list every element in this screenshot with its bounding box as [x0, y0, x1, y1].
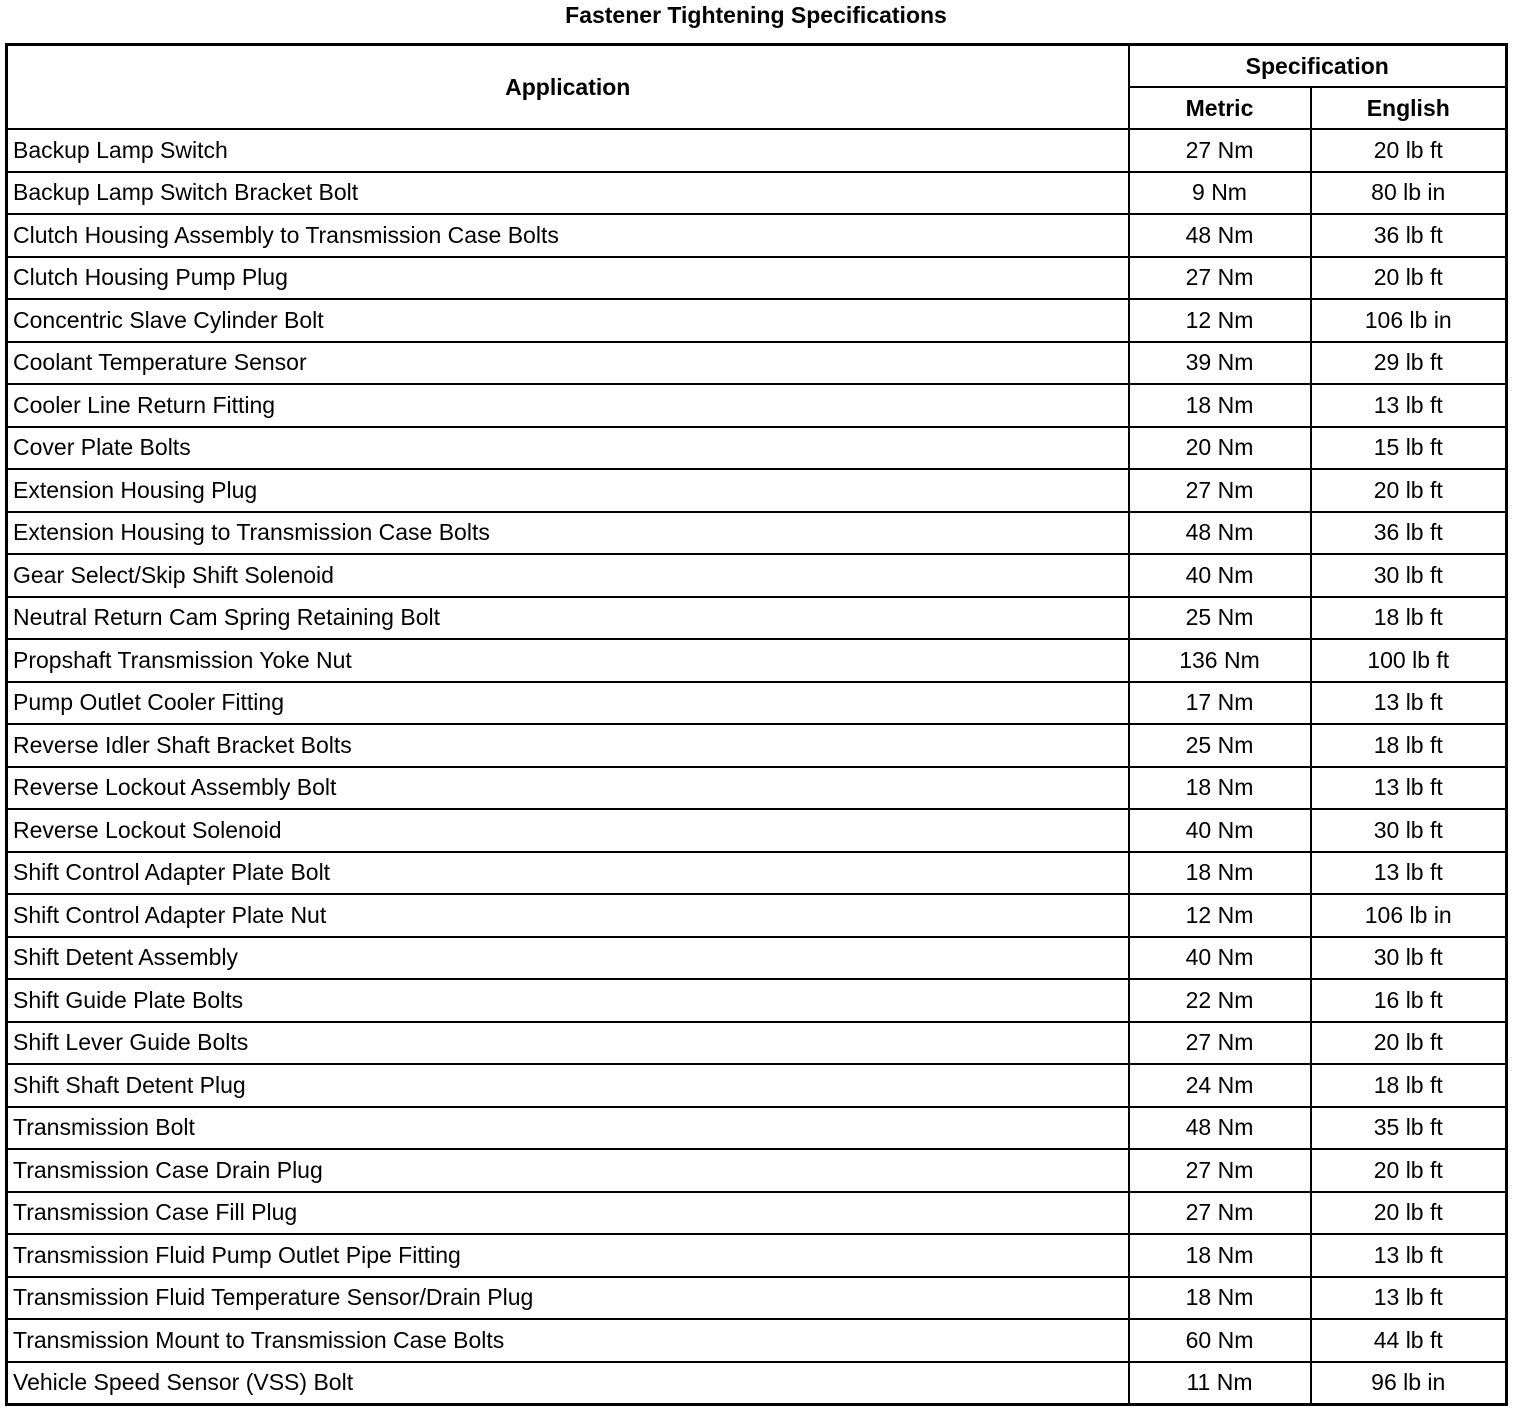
application-cell: Shift Lever Guide Bolts: [7, 1022, 1129, 1065]
metric-cell: 24 Nm: [1129, 1064, 1311, 1107]
table-row: [7, 767, 1507, 810]
page-title: Fastener Tightening Specifications: [565, 2, 947, 28]
metric-cell: 40 Nm: [1129, 937, 1311, 980]
english-cell: 106 lb in: [1311, 894, 1507, 937]
application-cell: Shift Detent Assembly: [7, 937, 1129, 980]
application-cell: Extension Housing to Transmission Case Bolts: [7, 512, 1129, 555]
english-cell: 18 lb ft: [1311, 1064, 1507, 1107]
application-cell: Transmission Case Drain Plug: [7, 1149, 1129, 1192]
column-header-specification: Specification: [1129, 45, 1507, 88]
metric-cell: 12 Nm: [1129, 299, 1311, 342]
metric-cell: 136 Nm: [1129, 639, 1311, 682]
metric-cell: 18 Nm: [1129, 384, 1311, 427]
table-row: [7, 257, 1507, 300]
english-cell: 13 lb ft: [1311, 682, 1507, 725]
application-cell: Propshaft Transmission Yoke Nut: [7, 639, 1129, 682]
english-cell: 30 lb ft: [1311, 554, 1507, 597]
application-cell: Cooler Line Return Fitting: [7, 384, 1129, 427]
english-cell: 18 lb ft: [1311, 597, 1507, 640]
application-cell: Reverse Lockout Assembly Bolt: [7, 767, 1129, 810]
english-cell: 20 lb ft: [1311, 1149, 1507, 1192]
english-cell: 20 lb ft: [1311, 1192, 1507, 1235]
english-cell: 13 lb ft: [1311, 384, 1507, 427]
application-cell: Concentric Slave Cylinder Bolt: [7, 299, 1129, 342]
english-cell: 80 lb in: [1311, 172, 1507, 215]
application-cell: Reverse Lockout Solenoid: [7, 809, 1129, 852]
metric-cell: 18 Nm: [1129, 767, 1311, 810]
table-row: [7, 214, 1507, 257]
table-row: [7, 1234, 1507, 1277]
table-row: [7, 469, 1507, 512]
metric-cell: 40 Nm: [1129, 809, 1311, 852]
table-row: [7, 1107, 1507, 1150]
table-row: [7, 852, 1507, 895]
application-cell: Backup Lamp Switch: [7, 129, 1129, 172]
english-cell: 18 lb ft: [1311, 724, 1507, 767]
application-cell: Transmission Fluid Temperature Sensor/Drain Plug: [7, 1277, 1129, 1320]
english-cell: 36 lb ft: [1311, 214, 1507, 257]
english-cell: 20 lb ft: [1311, 1022, 1507, 1065]
column-header-metric: Metric: [1129, 87, 1311, 129]
metric-cell: 27 Nm: [1129, 129, 1311, 172]
metric-cell: 18 Nm: [1129, 1277, 1311, 1320]
metric-cell: 20 Nm: [1129, 427, 1311, 470]
english-cell: 29 lb ft: [1311, 342, 1507, 385]
table-row: [7, 894, 1507, 937]
table-row: [7, 724, 1507, 767]
table-row: [7, 554, 1507, 597]
application-cell: Shift Control Adapter Plate Bolt: [7, 852, 1129, 895]
application-cell: Pump Outlet Cooler Fitting: [7, 682, 1129, 725]
metric-cell: 27 Nm: [1129, 469, 1311, 512]
table-header: [7, 45, 1507, 130]
english-cell: 13 lb ft: [1311, 852, 1507, 895]
metric-cell: 22 Nm: [1129, 979, 1311, 1022]
table-row: [7, 809, 1507, 852]
application-cell: Gear Select/Skip Shift Solenoid: [7, 554, 1129, 597]
metric-cell: 11 Nm: [1129, 1362, 1311, 1405]
application-cell: Transmission Mount to Transmission Case Bolts: [7, 1319, 1129, 1362]
metric-cell: 17 Nm: [1129, 682, 1311, 725]
table-row: [7, 129, 1507, 172]
metric-cell: 27 Nm: [1129, 1022, 1311, 1065]
table-row: [7, 384, 1507, 427]
metric-cell: 39 Nm: [1129, 342, 1311, 385]
table-row: [7, 682, 1507, 725]
application-cell: Clutch Housing Assembly to Transmission Case Bolts: [7, 214, 1129, 257]
application-cell: Transmission Bolt: [7, 1107, 1129, 1150]
english-cell: 30 lb ft: [1311, 809, 1507, 852]
english-cell: 36 lb ft: [1311, 512, 1507, 555]
english-cell: 30 lb ft: [1311, 937, 1507, 980]
fastener-spec-table: [5, 43, 1508, 1406]
application-cell: Shift Guide Plate Bolts: [7, 979, 1129, 1022]
english-cell: 13 lb ft: [1311, 1277, 1507, 1320]
metric-cell: 18 Nm: [1129, 1234, 1311, 1277]
application-cell: Backup Lamp Switch Bracket Bolt: [7, 172, 1129, 215]
application-cell: Reverse Idler Shaft Bracket Bolts: [7, 724, 1129, 767]
metric-cell: 18 Nm: [1129, 852, 1311, 895]
table-row: [7, 172, 1507, 215]
application-cell: Transmission Fluid Pump Outlet Pipe Fitting: [7, 1234, 1129, 1277]
table-row: [7, 512, 1507, 555]
table-row: [7, 342, 1507, 385]
metric-cell: 48 Nm: [1129, 214, 1311, 257]
table-row: [7, 1149, 1507, 1192]
table-body: [7, 129, 1507, 1405]
table-row: [7, 299, 1507, 342]
english-cell: 13 lb ft: [1311, 767, 1507, 810]
application-cell: Coolant Temperature Sensor: [7, 342, 1129, 385]
application-cell: Cover Plate Bolts: [7, 427, 1129, 470]
table-row: [7, 597, 1507, 640]
metric-cell: 25 Nm: [1129, 597, 1311, 640]
table-row: [7, 1192, 1507, 1235]
english-cell: 13 lb ft: [1311, 1234, 1507, 1277]
column-header-english: English: [1311, 87, 1507, 129]
english-cell: 106 lb in: [1311, 299, 1507, 342]
table-row: [7, 427, 1507, 470]
metric-cell: 9 Nm: [1129, 172, 1311, 215]
table-row: [7, 1277, 1507, 1320]
english-cell: 35 lb ft: [1311, 1107, 1507, 1150]
metric-cell: 12 Nm: [1129, 894, 1311, 937]
table-row: [7, 979, 1507, 1022]
table-row: [7, 1064, 1507, 1107]
application-cell: Shift Control Adapter Plate Nut: [7, 894, 1129, 937]
english-cell: 20 lb ft: [1311, 469, 1507, 512]
metric-cell: 60 Nm: [1129, 1319, 1311, 1362]
english-cell: 20 lb ft: [1311, 129, 1507, 172]
english-cell: 100 lb ft: [1311, 639, 1507, 682]
application-cell: Neutral Return Cam Spring Retaining Bolt: [7, 597, 1129, 640]
metric-cell: 27 Nm: [1129, 257, 1311, 300]
metric-cell: 48 Nm: [1129, 1107, 1311, 1150]
table-row: [7, 1319, 1507, 1362]
application-cell: Vehicle Speed Sensor (VSS) Bolt: [7, 1362, 1129, 1405]
column-header-application: Application: [7, 45, 1129, 130]
application-cell: Transmission Case Fill Plug: [7, 1192, 1129, 1235]
table-row: [7, 937, 1507, 980]
table-row: [7, 1022, 1507, 1065]
application-cell: Shift Shaft Detent Plug: [7, 1064, 1129, 1107]
english-cell: 44 lb ft: [1311, 1319, 1507, 1362]
metric-cell: 27 Nm: [1129, 1192, 1311, 1235]
metric-cell: 48 Nm: [1129, 512, 1311, 555]
english-cell: 20 lb ft: [1311, 257, 1507, 300]
table-row: [7, 1362, 1507, 1405]
application-cell: Extension Housing Plug: [7, 469, 1129, 512]
metric-cell: 40 Nm: [1129, 554, 1311, 597]
english-cell: 15 lb ft: [1311, 427, 1507, 470]
metric-cell: 25 Nm: [1129, 724, 1311, 767]
english-cell: 16 lb ft: [1311, 979, 1507, 1022]
metric-cell: 27 Nm: [1129, 1149, 1311, 1192]
application-cell: Clutch Housing Pump Plug: [7, 257, 1129, 300]
table-row: [7, 639, 1507, 682]
english-cell: 96 lb in: [1311, 1362, 1507, 1405]
